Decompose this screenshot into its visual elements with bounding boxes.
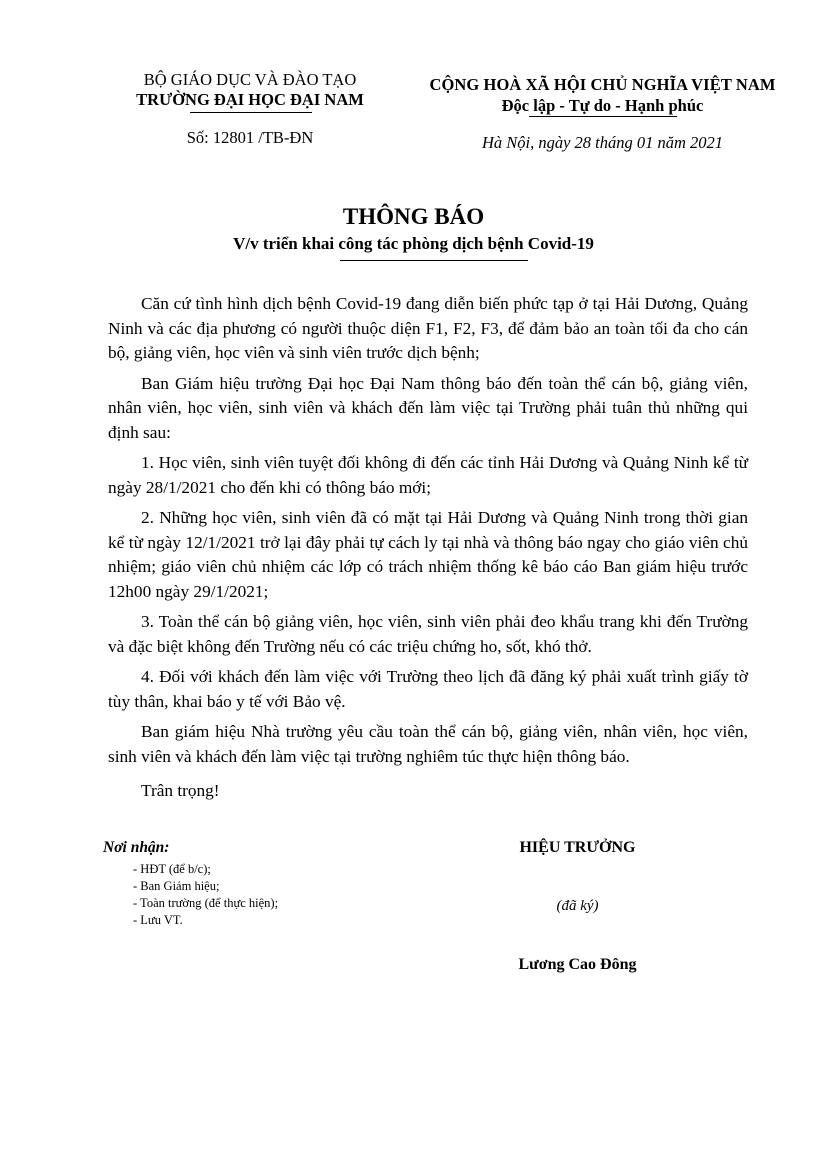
paragraph: 4. Đối với khách đến làm việc với Trường theo lịch đã đăng ký phải xuất trình giấy tờ tùy thân, khai báo y tế với Bảo vệ. xyxy=(108,667,748,711)
paragraph: 1. Học viên, sinh viên tuyệt đối không đi đến các tỉnh Hải Dương và Quảng Ninh kể từ ngày 28/1/2021 cho đến khi có thông báo mới; xyxy=(108,453,748,497)
recipients-label: Nơi nhận: xyxy=(103,839,170,856)
signed-note: (đã ký) xyxy=(556,898,599,914)
list-item: - Lưu VT. xyxy=(133,913,183,927)
document-number: Số: 12801 /TB-ĐN xyxy=(186,128,314,147)
recipients-list xyxy=(133,861,423,929)
document-subtitle: V/v triển khai công tác phòng dịch bệnh Covid-19 xyxy=(233,234,594,253)
place-date: Hà Nội, ngày 28 tháng 01 năm 2021 xyxy=(481,133,724,152)
document-title: THÔNG BÁO xyxy=(342,204,485,229)
list-item: - Toàn trường (để thực hiện); xyxy=(133,896,279,910)
paragraph: Ban giám hiệu Nhà trường yêu cầu toàn thể cán bộ, giảng viên, nhân viên, học viên, sinh viên và khách đến làm việc tại trường nghiêm túc thực hiện thông báo. xyxy=(108,722,748,766)
paragraph: Căn cứ tình hình dịch bệnh Covid-19 đang diễn biến phức tạp ở tại Hải Dương, Quảng Ninh và các địa phương có người thuộc diện F1, F2, F3, để đảm bảo an toàn tối đa cho cán bộ, giảng viên, học viên và sinh viên trước dịch bệnh; xyxy=(108,294,748,362)
list-item: - Ban Giám hiệu; xyxy=(133,879,220,893)
school-underline xyxy=(190,112,312,113)
subtitle-underline xyxy=(340,260,528,261)
national-heading xyxy=(410,74,795,153)
signer-role: HIỆU TRƯỞNG xyxy=(519,839,636,856)
ministry-name: BỘ GIÁO DỤC VÀ ĐÀO TẠO xyxy=(143,70,357,89)
national-motto: Độc lập - Tự do - Hạnh phúc xyxy=(501,96,704,115)
paragraph: 3. Toàn thể cán bộ giảng viên, học viên, sinh viên phải đeo khẩu trang khi đến Trường và đặc biệt không đến Trường nếu có các triệu chứng ho, sốt, khó thở. xyxy=(108,612,748,656)
paragraph: 2. Những học viên, sinh viên đã có mặt tại Hải Dương và Quảng Ninh trong thời gian kể từ ngày 12/1/2021 trở lại đây phải tự cách ly tại nhà và thông báo ngay cho giáo viên chủ nhiệm; giáo viên chủ nhiệm các lớp có trách nhiệm thống kê báo cáo Ban giám hiệu trước 12h00 ngày 29/1/2021; xyxy=(108,508,748,601)
signer-name: Lương Cao Đông xyxy=(518,956,637,973)
nation-name: CỘNG HOÀ XÃ HỘI CHỦ NGHĨA VIỆT NAM xyxy=(429,75,776,94)
recipients-block xyxy=(103,838,423,929)
paragraph: Ban Giám hiệu trường Đại học Đại Nam thông báo đến toàn thể cán bộ, giảng viên, nhân viên, học viên, sinh viên và khách đến làm việc tại Trường phải tuân thủ những qui định sau: xyxy=(108,373,748,442)
issuer-block xyxy=(100,70,400,148)
motto-underline xyxy=(529,116,677,117)
signature-block xyxy=(460,838,695,975)
closing-line: Trân trọng! xyxy=(141,781,220,800)
document-body xyxy=(108,292,748,810)
list-item: - HĐT (để b/c); xyxy=(133,862,211,876)
school-name: TRƯỜNG ĐẠI HỌC ĐẠI NAM xyxy=(136,90,364,109)
